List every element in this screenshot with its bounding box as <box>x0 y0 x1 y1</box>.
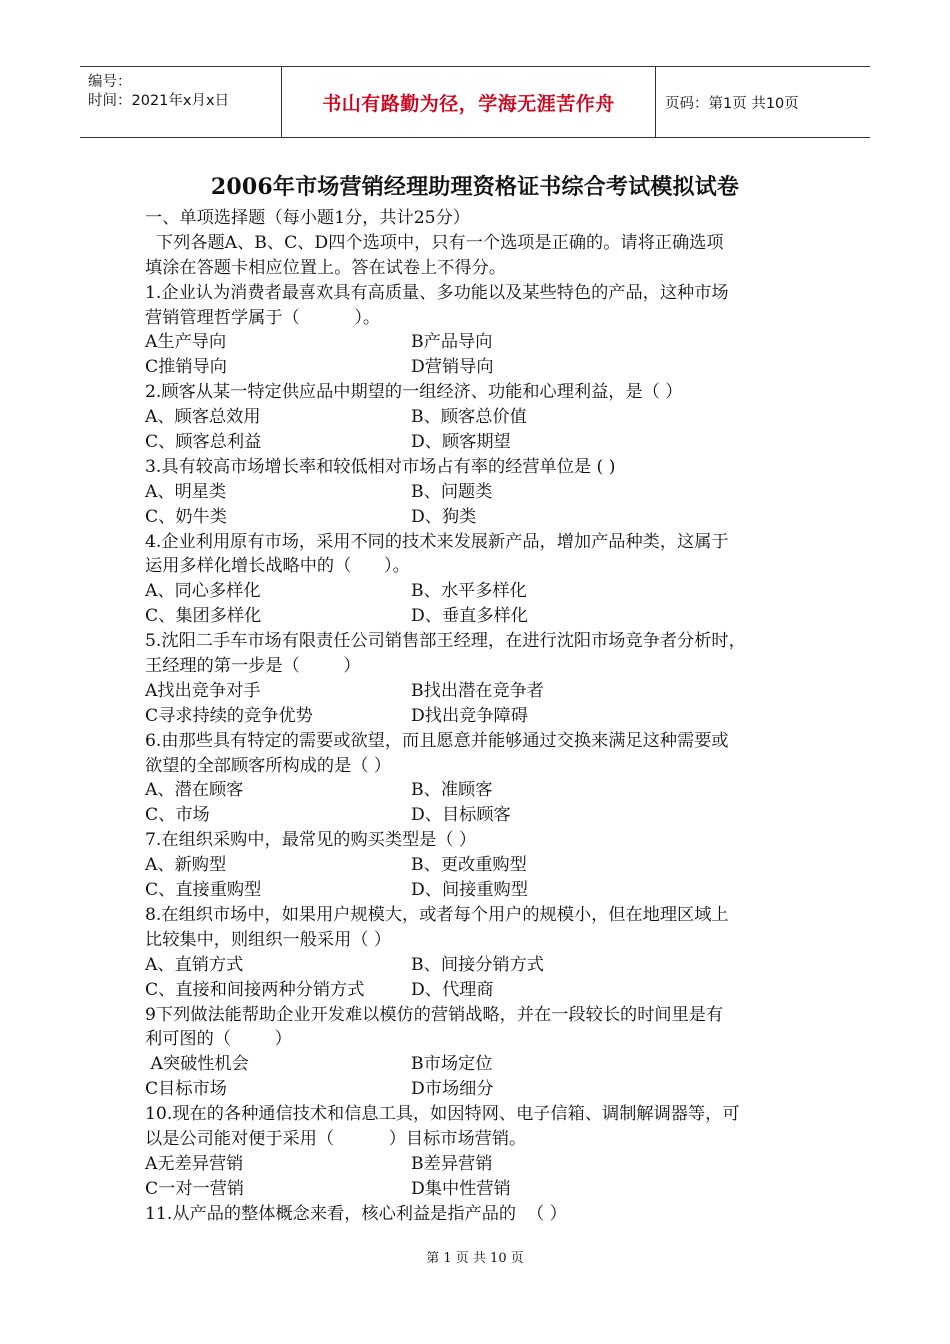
answer-option: C、集团多样化 <box>145 606 262 627</box>
question-list <box>145 281 835 1227</box>
question <box>145 903 835 1003</box>
intro-line: 下列各题A、B、C、D四个选项中，只有一个选项是正确的。请将正确选项 <box>145 232 724 253</box>
option-row <box>145 480 835 505</box>
question-text: 6.由那些具有特定的需要或欲望，而且愿意并能够通过交换来满足这种需要或 <box>145 730 729 751</box>
question-text: 运用多样化增长战略中的（ ）。 <box>145 556 410 577</box>
question-text: 比较集中，则组织一般采用（ ） <box>145 929 392 950</box>
answer-option: B、更改重购型 <box>411 855 527 876</box>
answer-option: A、明星类 <box>145 481 227 502</box>
question <box>145 455 835 530</box>
date-label: 时间：2021年x月x日 <box>88 93 230 109</box>
question-text: 10.现在的各种通信技术和信息工具，如因特网、电子信箱、调制解调器等，可 <box>145 1104 740 1125</box>
question-text: 4.企业利用原有市场，采用不同的技术来发展新产品，增加产品种类，这属于 <box>145 531 729 552</box>
header-divider <box>655 67 656 137</box>
intro-line: 填涂在答题卡相应位置上。答在试卷上不得分。 <box>145 257 506 278</box>
question <box>145 530 835 630</box>
page-label: 页码：第1页 共10页 <box>665 95 799 112</box>
question-text: 3.具有较高市场增长率和较低相对市场占有率的经营单位是 ( ) <box>145 456 616 477</box>
answer-option: D、代理商 <box>411 979 494 1000</box>
answer-option: B、问题类 <box>411 481 493 502</box>
option-row <box>145 803 835 828</box>
option-row <box>145 330 835 355</box>
answer-option: C目标市场 <box>145 1079 227 1100</box>
answer-option: B差异营销 <box>411 1153 493 1174</box>
answer-option: B、水平多样化 <box>411 581 527 602</box>
option-row <box>145 853 835 878</box>
answer-option: C推销导向 <box>145 357 227 378</box>
question-text: 营销管理哲学属于（ ）。 <box>145 307 381 328</box>
question-text: 2.顾客从某一特定供应品中期望的一组经济、功能和心理利益，是（ ） <box>145 382 683 403</box>
answer-option: A无差异营销 <box>145 1153 244 1174</box>
answer-option: A生产导向 <box>145 332 227 353</box>
answer-option: B找出潜在竞争者 <box>411 680 544 701</box>
question <box>145 729 835 829</box>
question-text: 1.企业认为消费者最喜欢具有高质量、多功能以及某些特色的产品，这种市场 <box>145 282 729 303</box>
answer-option: D营销导向 <box>411 357 494 378</box>
answer-option: C、市场 <box>145 805 210 826</box>
question <box>145 380 835 455</box>
answer-option: D集中性营销 <box>411 1178 511 1199</box>
motto: 书山有路勤为径，学海无涯苦作舟 <box>322 92 615 115</box>
answer-option: A、潜在顾客 <box>145 780 244 801</box>
question-text: 王经理的第一步是（ ） <box>145 656 361 677</box>
answer-option: D、顾客期望 <box>411 432 511 453</box>
option-row <box>145 355 835 380</box>
option-row <box>145 1177 835 1202</box>
option-row <box>145 778 835 803</box>
answer-option: C、顾客总利益 <box>145 432 262 453</box>
option-row <box>145 953 835 978</box>
answer-option: A、同心多样化 <box>145 581 261 602</box>
answer-option: A、新购型 <box>145 855 227 876</box>
option-row <box>145 604 835 629</box>
code-label: 编号： <box>88 74 132 90</box>
option-row <box>145 878 835 903</box>
answer-option: D找出竞争障碍 <box>411 705 528 726</box>
answer-option: C寻求持续的竞争优势 <box>145 705 313 726</box>
answer-option: A、顾客总效用 <box>145 407 261 428</box>
question <box>145 828 835 903</box>
question-text: 11.从产品的整体概念来看，核心利益是指产品的 （ ） <box>145 1203 567 1224</box>
answer-option: D、间接重购型 <box>411 880 528 901</box>
answer-option: D、垂直多样化 <box>411 606 528 627</box>
answer-option: C一对一营销 <box>145 1178 245 1199</box>
answer-option: B、顾客总价值 <box>411 407 527 428</box>
question <box>145 629 835 729</box>
option-row <box>145 1077 835 1102</box>
option-row <box>145 430 835 455</box>
question <box>145 281 835 381</box>
question-text: 欲望的全部顾客所构成的是（ ） <box>145 755 392 776</box>
answer-option: A突破性机会 <box>145 1054 249 1075</box>
answer-option: A、直销方式 <box>145 954 244 975</box>
question-text: 5.沈阳二手车市场有限责任公司销售部王经理，在进行沈阳市场竞争者分析时， <box>145 631 746 652</box>
answer-option: B市场定位 <box>411 1054 493 1075</box>
question-text: 7.在组织采购中，最常见的购买类型是（ ） <box>145 830 477 851</box>
question-text: 9下列做法能帮助企业开发难以模仿的营销战略，并在一段较长的时间里是有 <box>145 1004 724 1025</box>
answer-option: D、目标顾客 <box>411 805 511 826</box>
answer-option: D市场细分 <box>411 1079 494 1100</box>
question <box>145 1003 835 1103</box>
answer-option: D、狗类 <box>411 506 477 527</box>
answer-option: B、间接分销方式 <box>411 954 544 975</box>
option-row <box>145 1152 835 1177</box>
document-header <box>80 66 870 138</box>
answer-option: C、直接和间接两种分销方式 <box>145 979 365 1000</box>
question <box>145 1102 835 1202</box>
section-heading: 一、单项选择题（每小题1分，共计25分） <box>145 208 470 228</box>
option-row <box>145 405 835 430</box>
question-text: 8.在组织市场中，如果用户规模大，或者每个用户的规模小，但在地理区域上 <box>145 904 729 925</box>
answer-option: C、直接重购型 <box>145 880 262 901</box>
question-text: 利可图的（ ） <box>145 1029 292 1050</box>
page-footer: 第 1 页 共 10 页 <box>426 1251 524 1266</box>
answer-option: B、准顾客 <box>411 780 493 801</box>
document-title: 2006年市场营销经理助理资格证书综合考试模拟试卷 <box>210 174 740 200</box>
header-meta <box>88 73 229 111</box>
option-row <box>145 579 835 604</box>
question <box>145 1202 835 1227</box>
answer-option: B产品导向 <box>411 332 493 353</box>
option-row <box>145 978 835 1003</box>
answer-option: C、奶牛类 <box>145 506 227 527</box>
option-row <box>145 505 835 530</box>
option-row <box>145 704 835 729</box>
option-row <box>145 679 835 704</box>
exam-body <box>145 206 835 1227</box>
question-text: 以是公司能对便于采用（ ）目标市场营销。 <box>145 1128 527 1149</box>
option-row <box>145 1052 835 1077</box>
answer-option: A找出竞争对手 <box>145 680 261 701</box>
